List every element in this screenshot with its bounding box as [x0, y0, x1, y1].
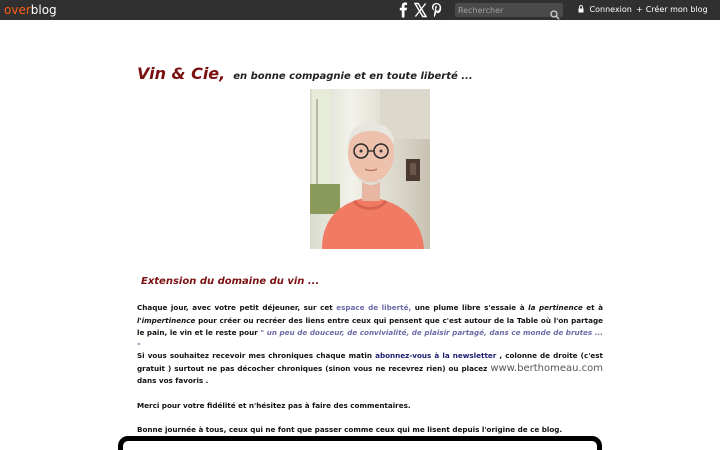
- login-link[interactable]: [578, 4, 632, 16]
- search-box: [455, 3, 563, 17]
- intro-quote: " un peu de douceur, de convivialité, de plaisir partagé, dans ce monde de brutes ... ": [137, 328, 603, 350]
- newsletter-paragraph: [137, 350, 603, 388]
- newsletter-link[interactable]: abonnez-vous à la newsletter: [375, 351, 497, 360]
- create-blog-link[interactable]: [636, 4, 708, 16]
- intro-text: et à: [582, 303, 603, 312]
- lock-icon: [578, 5, 587, 14]
- section-title: Extension du domaine du vin ...: [141, 276, 320, 287]
- site-url-link[interactable]: www.berthomeau.com: [490, 362, 603, 374]
- intro-paragraph: [137, 302, 603, 352]
- bottom-frame: [118, 436, 602, 450]
- blog-tagline: en bonne compagnie et en toute liberté ...: [233, 71, 473, 82]
- intro-emphasis: l'impertinence: [137, 315, 196, 325]
- intro-text: une plume libre s'essaie à: [411, 303, 529, 312]
- logo-suffix: blog: [30, 3, 57, 17]
- newsletter-text: dans vos favoris .: [137, 376, 209, 385]
- espace-liberte-link[interactable]: espace de liberté,: [336, 303, 412, 312]
- create-blog-label: Créer mon blog: [645, 5, 708, 14]
- plus-icon: +: [636, 5, 643, 14]
- author-portrait: [310, 89, 430, 249]
- intro-text: Chaque jour, avec votre petit déjeuner, sur cet: [137, 303, 337, 312]
- greeting-paragraph: Bonne journée à tous, ceux qui ne font que passer comme ceux qui me lisent depuis l'origine de ce blog.: [137, 425, 563, 434]
- x-icon[interactable]: [414, 2, 427, 18]
- blog-name[interactable]: Vin & Cie,: [137, 64, 226, 83]
- thanks-paragraph: Merci pour votre fidélité et n'hésitez pas à faire des commentaires.: [137, 401, 411, 410]
- pinterest-icon[interactable]: [431, 2, 442, 18]
- newsletter-text: , colonne de droite (c'est gratuit ) surtout ne pas décocher chroniques (sinon vous ne recevrez rien) ou placez: [137, 351, 603, 373]
- facebook-icon[interactable]: [399, 2, 408, 18]
- top-bar: [0, 0, 720, 20]
- newsletter-text: Si vous souhaitez recevoir mes chroniques chaque matin: [137, 351, 376, 360]
- login-label: Connexion: [589, 5, 632, 14]
- blog-header: [137, 64, 473, 83]
- logo-prefix: over: [4, 3, 31, 17]
- intro-emphasis: la pertinence: [528, 303, 583, 312]
- overblog-logo[interactable]: [4, 2, 57, 18]
- search-icon[interactable]: [550, 5, 560, 15]
- intro-text: pour créer ou recréer des liens entre ceux qui pensent que c'est autour de la Table où l'on partage le pain, le vin et le reste pour: [137, 315, 603, 337]
- search-input[interactable]: [458, 3, 548, 17]
